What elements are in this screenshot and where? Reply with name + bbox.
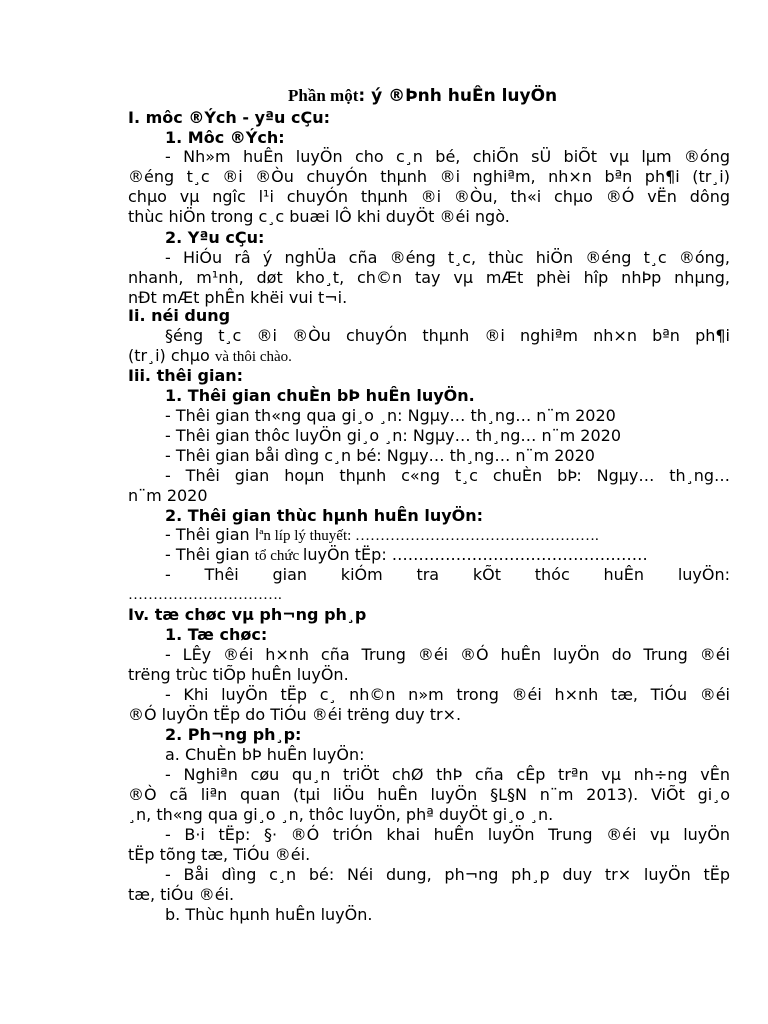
section-3-heading: Iii. thêi gian: xyxy=(128,366,244,385)
practice-time-1-b: ªn líp xyxy=(259,528,295,544)
method-line-1c: ¸n, th«ng qua gi¸o ¸n, thôc luyÖn, phª duyÖt gi¸o ¸n. xyxy=(128,805,554,824)
method-line-2b: tËp tõng tæ, TiÓu ®éi. xyxy=(128,845,311,864)
time-line-2: - Thêi gian thôc luyÖn gi¸o ¸n: Ngµy… th¸ng… n¨m 2020 xyxy=(165,426,622,445)
title-part-a: Phần một xyxy=(288,86,359,105)
subheading-practice-time: 2. Thêi gian thùc hµnh huÊn luyÖn: xyxy=(165,506,484,525)
practice-time-2-a: - Thêi gian xyxy=(165,545,255,564)
content-line-2-a: (tr¸i) chµo xyxy=(128,346,215,365)
time-line-4a: - Thêi gian hoµn thµnh c«ng t¸c chuÈn bÞ: Ngµy… th¸ng… xyxy=(165,466,730,485)
requirements-line-1: - HiÓu râ ý nghÜa cña ®éng t¸c, thùc hiÖn ®éng t¸c ®óng, xyxy=(165,248,730,267)
subheading-requirements: 2. Yªu cÇu: xyxy=(165,228,265,247)
practice-time-line-2 xyxy=(165,545,648,566)
subheading-organization: 1. Tæ chøc: xyxy=(165,625,268,644)
org-line-1a: - LÊy ®éi h×nh cña Trung ®éi ®Ó huÊn luyÖn do Trung ®éi xyxy=(165,645,730,664)
method-line-3a: - Båi dìng c¸n bé: Néi dung, ph¬ng ph¸p duy tr× luyÖn tËp xyxy=(165,865,730,884)
practice-time-line-3b: …………………………. xyxy=(128,587,282,603)
page-title xyxy=(288,86,557,106)
subheading-method: 2. Ph¬ng ph¸p: xyxy=(165,725,302,744)
method-line-3b: tæ, tiÓu ®éi. xyxy=(128,885,235,904)
content-line-1: §éng t¸c ®i ®Òu chuyÓn thµnh ®i nghiªm nh×n bªn ph¶i xyxy=(165,326,730,345)
section-4-heading: Iv. tæ chøc vµ ph¬ng ph¸p xyxy=(128,605,367,624)
content-line-2 xyxy=(128,346,292,367)
practice-time-line-1 xyxy=(165,525,599,546)
purpose-line-3: chµo vµ ngîc l¹i chuyÓn thµnh ®i ®Òu, th«i chµo ®Ó vËn dông xyxy=(128,187,730,206)
practice-time-line-3a: - Thêi gian kiÓm tra kÕt thóc huÊn luyÖn: xyxy=(165,565,730,584)
org-line-1b: trëng trùc tiÕp huÊn luyÖn. xyxy=(128,665,349,684)
title-part-b: : ý ®Þnh huÊn luyÖn xyxy=(358,86,558,106)
purpose-line-1: - Nh»m huÊn luyÖn cho c¸n bé, chiÕn sÜ biÕt vµ lµm ®óng xyxy=(165,147,730,166)
purpose-line-4: thùc hiÖn trong c¸c buæi lÔ khi duyÖt ®éi ngò. xyxy=(128,207,510,226)
time-line-1: - Thêi gian th«ng qua gi¸o ¸n: Ngµy… th¸ng… n¨m 2020 xyxy=(165,406,616,425)
subheading-prep-time: 1. Thêi gian chuÈn bÞ huÊn luyÖn. xyxy=(165,386,475,405)
section-2-heading: Ii. néi dung xyxy=(128,306,231,325)
org-line-2b: ®Ó luyÖn tËp do TiÓu ®éi trëng duy tr×. xyxy=(128,705,462,724)
purpose-line-2: ®éng t¸c ®i ®Òu chuyÓn thµnh ®i nghiªm, nh×n bªn ph¶i (tr¸i) xyxy=(128,167,730,186)
practice-time-2-b: tổ chức xyxy=(254,548,303,564)
content-line-2-b: và thôi chào. xyxy=(214,349,292,365)
requirements-line-3: nÐt mÆt phÊn khëi vui t¬i. xyxy=(128,288,348,307)
time-line-3: - Thêi gian båi dìng c¸n bé: Ngµy… th¸ng… n¨m 2020 xyxy=(165,446,595,465)
section-1-heading: I. môc ®Ých - yªu cÇu: xyxy=(128,108,330,127)
org-line-2a: - Khi luyÖn tËp c¸ nh©n n»m trong ®éi h×nh tæ, TiÓu ®éi xyxy=(165,685,730,704)
requirements-line-2: nhanh, m¹nh, døt kho¸t, ch©n tay vµ mÆt phèi hîp nhÞp nhµng, xyxy=(128,268,730,287)
practice-time-2-c: luyÖn tËp: ………………………………………… xyxy=(302,545,648,564)
method-line-1b: ®Ò cã liªn quan (tµi liÖu huÊn luyÖn §L§N n¨m 2013). ViÕt gi¸o xyxy=(128,785,730,804)
time-line-4b: n¨m 2020 xyxy=(128,486,208,505)
practice-time-1-c: lý thuyết: …………………………………………. xyxy=(294,528,599,544)
method-line-1a: - Nghiªn cøu qu¸n triÖt chØ thÞ cña cÊp trªn vµ nh÷ng vÊn xyxy=(165,765,730,784)
subheading-purpose: 1. Môc ®Ých: xyxy=(165,128,285,147)
method-a-heading: a. ChuÈn bÞ huÊn luyÖn: xyxy=(165,745,365,764)
method-line-2a: - B·i tËp: §· ®Ó triÓn khai huÊn luyÖn Trung ®éi vµ luyÖn xyxy=(165,825,730,844)
practice-time-1-a: - Thêi gian l xyxy=(165,525,260,544)
method-b-heading: b. Thùc hµnh huÊn luyÖn. xyxy=(165,905,373,924)
